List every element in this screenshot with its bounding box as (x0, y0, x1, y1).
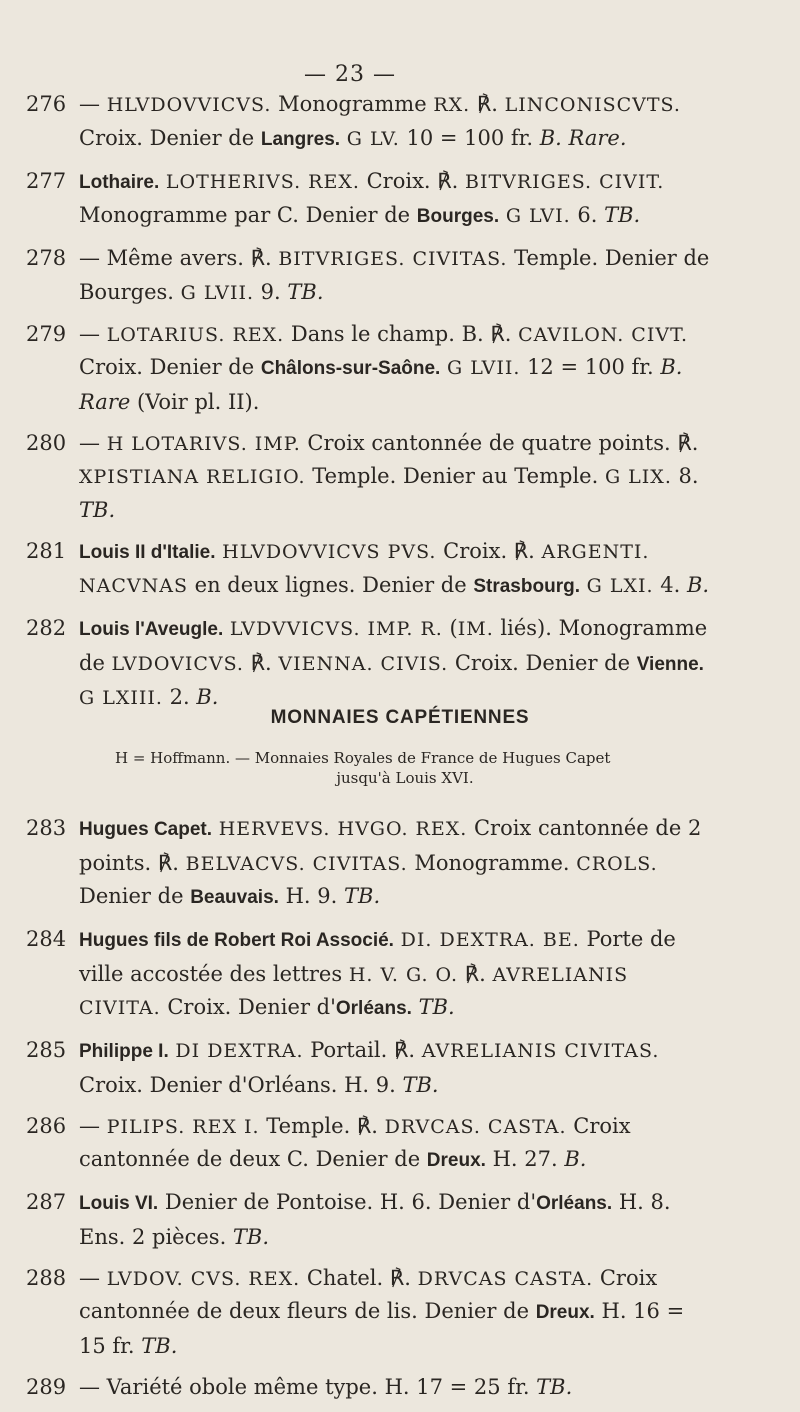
note-line-2: jusqu'à Louis XVI. (336, 769, 474, 787)
description-text: H. 8. Ens. 2 pièces. (79, 1190, 671, 1249)
description-text: — (79, 321, 107, 346)
description-text: en deux lignes. Denier de (187, 573, 474, 597)
grade-text: B. Rare (79, 355, 683, 414)
description-text: Croix cantonnée de deux fleurs de lis. Denier de (79, 1265, 658, 1323)
legend-text: HLVDOVVICVS PVS. (222, 540, 437, 563)
entry-text (79, 1266, 684, 1358)
grade-text: TB. (344, 884, 381, 908)
entry-number: 277 (26, 168, 67, 193)
legend-text: BELVACVS. CIVITAS. (185, 852, 408, 875)
description-text: Temple. ℟. (259, 1113, 385, 1138)
description-text: Croix cantonnée de quatre points. ℟. (300, 430, 699, 455)
description-text: — Variété obole même type. H. 17 = 25 fr. (79, 1374, 537, 1399)
entry-text (79, 169, 664, 228)
place-or-ruler: Châlons-sur-Saône. (260, 358, 441, 379)
legend-text: PILIPS. REX I. (106, 1115, 260, 1138)
catalog-entry (26, 1262, 716, 1363)
entry-text (79, 322, 688, 414)
place-or-ruler: Langres. (260, 128, 341, 150)
place-or-ruler: Beauvais. (190, 887, 279, 908)
place-or-ruler: Lothaire. (79, 171, 160, 193)
entry-number: 280 (26, 430, 67, 455)
entries-list-top (26, 88, 716, 723)
description-text: Croix. Denier de (448, 650, 637, 675)
catalog-entry (26, 318, 716, 419)
description-text: Denier de Pontoise. H. 6. Denier d' (158, 1190, 537, 1214)
description-text: Croix. Denier d' (160, 995, 336, 1019)
legend-text: IM. (457, 618, 494, 640)
legend-text: CROLS. (576, 852, 658, 875)
description-text: Portail. ℟. (303, 1038, 422, 1062)
legend-text: H. V. G. O. (348, 963, 459, 986)
legend-text: G LV. (346, 127, 400, 150)
description-text: — (79, 430, 107, 455)
description-text: 6. (570, 203, 605, 227)
entry-number: 276 (26, 92, 67, 116)
legend-text: AVRELIANIS CIVITAS. (421, 1040, 660, 1062)
description-text (340, 126, 347, 150)
catalog-entry (26, 535, 716, 604)
place-or-ruler: Orléans. (536, 1193, 613, 1214)
grade-text: TB. (79, 497, 116, 522)
place-or-ruler: Hugues Capet. (79, 819, 213, 840)
legend-text: G LVII. (447, 357, 521, 379)
entry-text (79, 246, 709, 304)
catalog-entry (26, 427, 716, 527)
description-text: Monogramme. (407, 850, 577, 875)
entry-text (79, 816, 701, 908)
entry-number: 288 (26, 1265, 67, 1290)
description-text: Monogramme (271, 92, 434, 116)
legend-text: XPISTIANA RELIGIO. (79, 466, 306, 488)
place-or-ruler: Bourges. (416, 206, 500, 227)
note-line-1: H = Hoffmann. — Monnaies Royales de France de Hugues Capet (115, 749, 611, 767)
entry-text (79, 927, 676, 1019)
legend-text: BITVRIGES. CIVIT. (464, 170, 665, 193)
description-text: Croix. ℟. (436, 538, 542, 563)
grade-text: TB. (232, 1224, 270, 1249)
grade-text: B. (686, 573, 710, 597)
catalog-entry (26, 812, 716, 915)
catalog-entry (26, 923, 716, 1026)
description-text (580, 573, 587, 597)
description-text: ℟. (470, 92, 505, 116)
entry-number: 285 (26, 1038, 67, 1062)
description-text: Chatel. ℟. (300, 1265, 418, 1290)
legend-text: G LIX. (604, 466, 672, 488)
grade-text: TB. (418, 995, 455, 1019)
legend-text: CAVILON. CIVT. (518, 323, 688, 346)
entry-number: 282 (26, 616, 67, 640)
legend-text: LVDOV. CVS. REX. (106, 1267, 301, 1290)
description-text: 9. (254, 279, 288, 304)
description-text: Monogramme par C. Denier de (79, 203, 417, 227)
description-text: 10 = 100 fr. (399, 125, 540, 150)
description-text: 2. (162, 685, 197, 709)
description-text: H. 16 = 15 fr. (79, 1299, 685, 1358)
description-text: 12 = 100 fr. (520, 355, 661, 379)
entry-number: 283 (26, 816, 67, 840)
description-text: Croix. Denier de (79, 125, 261, 150)
catalog-entry (26, 612, 716, 715)
legend-text: BITVRIGES. CIVITAS. (278, 248, 508, 270)
page-number: — 23 — (304, 62, 396, 87)
place-or-ruler: Strasbourg. (473, 576, 580, 597)
description-text: 8. (671, 464, 699, 488)
description-text: Croix cantonnée de deux C. Denier de (79, 1113, 631, 1171)
description-text (223, 616, 230, 640)
entry-text (79, 616, 707, 709)
legend-text: LVDVVICVS. IMP. R. (229, 618, 443, 640)
grade-text: TB. (604, 203, 641, 227)
legend-text: AVRELIANIS CIVITA. (79, 963, 629, 1019)
place-or-ruler: Louis II d'Italie. (79, 541, 216, 563)
grade-text: TB. (141, 1333, 178, 1358)
entry-text (79, 92, 681, 150)
legend-text: DRVCAS. CASTA. (384, 1115, 567, 1138)
grade-text: TB. (287, 279, 324, 304)
legend-text: H LOTARIVS. IMP. (106, 432, 301, 455)
catalog-entry (26, 1186, 716, 1253)
place-or-ruler: Louis l'Aveugle. (79, 619, 224, 640)
legend-text: G LXI. (586, 575, 654, 597)
description-text: Croix. ℟. (359, 168, 465, 193)
abbreviation-note (115, 748, 695, 788)
description-text: — Même avers. ℟. (79, 246, 279, 270)
entry-text (79, 1038, 659, 1097)
entry-number: 287 (26, 1190, 67, 1214)
entry-text (79, 1190, 671, 1249)
description-text: Croix. Denier de (79, 355, 261, 379)
entry-text (79, 1375, 572, 1399)
entry-text (79, 1114, 631, 1172)
catalog-entry (26, 1371, 716, 1404)
description-text (499, 203, 506, 227)
place-or-ruler: Orléans. (335, 998, 412, 1019)
catalog-entry (26, 242, 716, 309)
entries-list-bottom (26, 812, 716, 1412)
legend-text: DRVCAS CASTA. (417, 1267, 594, 1290)
description-text: ℟. (458, 961, 493, 986)
legend-text: RX. (433, 94, 471, 116)
description-text: Denier de (79, 884, 191, 908)
entry-text (79, 431, 699, 522)
description-text: Temple. Denier au Temple. (305, 464, 605, 488)
grade-text: TB. (536, 1374, 573, 1399)
description-text (212, 816, 219, 840)
catalog-entry (26, 1034, 716, 1101)
grade-text: TB. (402, 1072, 439, 1097)
entry-number: 286 (26, 1113, 67, 1138)
legend-text: G LVI. (505, 205, 571, 227)
legend-text: LINCONISCVTS. (504, 94, 681, 116)
place-or-ruler: Louis VI. (79, 1193, 159, 1214)
place-or-ruler: Vienne. (636, 653, 704, 675)
section-title: MONNAIES CAPÉTIENNES (270, 707, 530, 728)
legend-text: HERVEVS. HVGO. REX. (218, 818, 468, 840)
description-text: Croix cantonnée de 2 points. ℟. (79, 816, 702, 875)
description-text: Croix. Denier d'Orléans. H. 9. (79, 1072, 403, 1097)
grade-text: B. Rare. (539, 125, 627, 150)
legend-text: DI. DEXTRA. BE. (400, 929, 580, 951)
place-or-ruler: Hugues fils de Robert Roi Associé. (79, 930, 394, 951)
description-text (159, 169, 166, 193)
grade-text: B. (196, 685, 219, 709)
place-or-ruler: Dreux. (426, 1150, 486, 1171)
entry-number: 289 (26, 1374, 67, 1399)
entry-number: 281 (26, 538, 67, 563)
legend-text: LOTARIUS. REX. (106, 323, 285, 346)
description-text: ( (442, 616, 458, 640)
place-or-ruler: Dreux. (535, 1302, 595, 1323)
grade-text: B. (564, 1147, 587, 1171)
description-text: — (79, 92, 107, 116)
legend-text: DI DEXTRA. (175, 1040, 304, 1062)
description-text: 4. (653, 573, 687, 597)
description-text: Dans le champ. B. ℟. (284, 321, 519, 346)
description-text: H. 27. (485, 1147, 565, 1171)
description-text (412, 995, 419, 1019)
description-text: Porte de ville accostée des lettres (79, 927, 676, 986)
entry-number: 279 (26, 321, 67, 346)
catalog-entry (26, 88, 716, 156)
description-text: Temple. Denier de Bourges. (79, 246, 710, 304)
entry-number: 284 (26, 927, 67, 951)
legend-text: ARGENTI. NACVNAS (79, 540, 650, 597)
catalog-entry (26, 165, 716, 234)
entry-text (79, 539, 709, 598)
description-text: — (79, 1265, 107, 1290)
description-text: liés). Monogramme de (79, 616, 708, 675)
legend-text: VIENNA. CIVIS. (278, 652, 449, 675)
legend-text: LOTHERIVS. REX. (165, 170, 360, 193)
description-text: (Voir pl. II). (130, 389, 260, 414)
description-text: H. 9. (278, 884, 344, 908)
description-text: ℟. (243, 650, 279, 675)
legend-text: HLVDOVVICVS. (106, 94, 272, 116)
place-or-ruler: Philippe I. (79, 1041, 169, 1062)
description-text: — (79, 1113, 107, 1138)
catalog-entry (26, 1110, 716, 1178)
legend-text: G LXIII. (79, 687, 163, 709)
legend-text: LVDOVICVS. (111, 652, 244, 675)
entry-number: 278 (26, 246, 67, 270)
legend-text: G LVII. (180, 281, 254, 304)
description-text (394, 927, 401, 951)
